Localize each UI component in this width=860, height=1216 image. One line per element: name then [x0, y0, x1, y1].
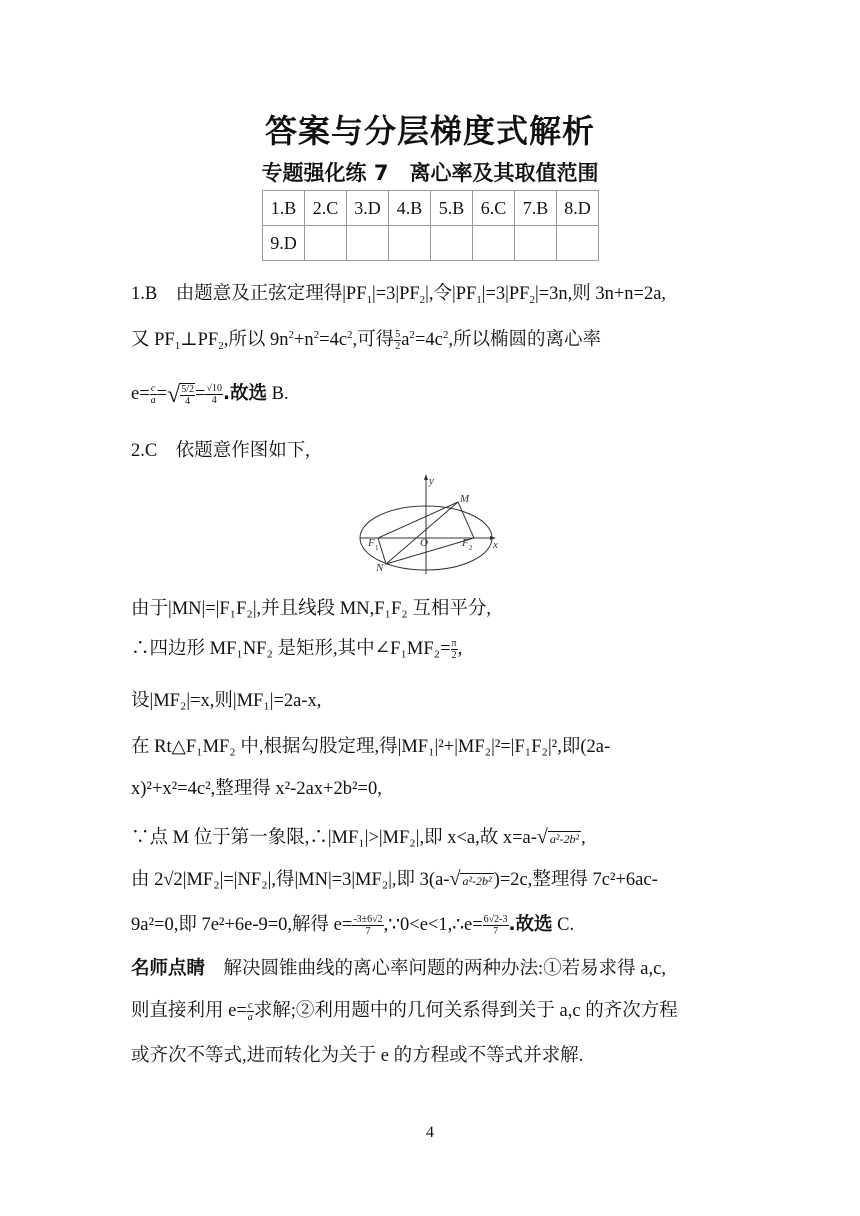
q2-line-4: 在 Rt△F₁MF₂ 中,根据勾股定理,得|MF₁|²+|MF₂|²=|F₁F₂|²,即(2a-	[131, 737, 611, 757]
fraction: $\frac{-3\pm 6√2}{7}$	[353, 914, 383, 938]
ellipse-figure	[356, 470, 506, 578]
text: 又 PF	[131, 330, 175, 350]
text: ∴四边形 MF₁NF₂ 是矩形,其中∠F₁MF₂=	[131, 639, 451, 659]
text: |=3n,则 3n+n=2a,	[534, 284, 667, 304]
answer-cell: 4.B	[389, 191, 431, 226]
tip-label: 名师点睛	[131, 958, 206, 979]
q2-line-2: ∴四边形 MF₁NF₂ 是矩形,其中∠F₁MF₂= $\frac{\pi}{2}$ ,	[131, 638, 463, 662]
x-axis-label: x	[493, 539, 498, 551]
answer-cell	[515, 226, 557, 261]
page-title: 答案与分层梯度式解析	[264, 112, 595, 150]
text: |,令|PF	[425, 284, 477, 304]
text: ,	[581, 828, 586, 848]
answer-cell	[347, 226, 389, 261]
text: ,∵0<e<1,∴e=	[383, 915, 483, 935]
answer-table	[262, 190, 599, 261]
sqrt-expression: a²-2b²	[462, 874, 492, 888]
answer-cell: 7.B	[515, 191, 557, 226]
table-row	[263, 226, 599, 261]
answer-cell	[557, 226, 599, 261]
y-axis-label: y	[429, 475, 434, 487]
q2-intro: 2.C 依题意作图如下,	[131, 441, 310, 461]
answer-cell: 3.D	[347, 191, 389, 226]
text: 则直接利用 e=	[131, 1001, 247, 1021]
answer-cell	[305, 226, 347, 261]
q1-line-2: 又 $PF_1\perp PF_2$,所以 $9n^2+n^2=4c^2$,可得 $\frac{5}{2}$ $a^2=4c^2$,所以椭圆的离心率	[131, 329, 601, 353]
q2-line-5: x)²+x²=4c²,整理得 x²-2ax+2b²=0,	[131, 779, 382, 799]
tip-line-1	[131, 956, 666, 982]
table-row	[263, 191, 599, 226]
origin-label: O	[420, 537, 428, 549]
text: .故选	[508, 914, 553, 935]
text: e=	[131, 384, 150, 404]
text: ,可得	[352, 330, 395, 350]
focus-f1-subscript: 1	[375, 544, 379, 552]
text: )=2c,整理得 7c²+6ac-	[493, 870, 658, 890]
text: 1.B 由题意及正弦定理得|PF	[131, 284, 367, 304]
text: C.	[552, 915, 575, 935]
q2-line-7: 由 2√2|MF₂|=|NF₂|,得|MN|=3|MF₂|,即 3(a-√ a²-2b² )=2c,整理得 7c²+6ac-	[131, 868, 658, 890]
text: ,所以椭圆的离心率	[448, 330, 601, 350]
text: =4c	[414, 330, 443, 350]
text: ,所以 9n	[223, 330, 289, 350]
text: a	[401, 330, 410, 350]
sqrt-expression: a²-2b²	[549, 832, 580, 846]
answer-cell: 8.D	[557, 191, 599, 226]
q2-line-6: ∵点 M 位于第一象限,∴|MF₁|>|MF₂|,即 x<a,故 x=a-√ a²-2b² ,	[131, 826, 586, 848]
focus-f1-label: F	[368, 537, 375, 549]
text: 9a²=0,即 7e²+6e-9=0,解得 e=	[131, 915, 353, 935]
q2-line-3: 设|MF₂|=x,则|MF₁|=2a-x,	[131, 691, 322, 711]
text: B.	[267, 384, 289, 404]
text: =	[195, 384, 206, 404]
point-m-label: M	[460, 493, 470, 505]
fraction: $\frac{5}{2}$	[395, 329, 401, 353]
page-number: 4	[426, 1124, 434, 1141]
text: |=3|PF	[372, 284, 420, 304]
focus-f2-label: F	[462, 537, 469, 549]
q2-line-8	[131, 912, 574, 938]
text: 由 2√2|MF₂|=|NF₂|,得|MN|=3|MF₂|,即 3(a-	[131, 870, 450, 890]
text: ⊥PF	[180, 330, 219, 350]
section-title: 专题强化练 7 离心率及其取值范围	[261, 161, 599, 185]
fraction: $\frac{c}{a}$	[247, 1000, 253, 1024]
q2-line-1: 由于|MN|=|F₁F₂|,并且线段 MN,F₁F₂ 互相平分,	[131, 599, 491, 619]
text: |=3|PF	[481, 284, 530, 304]
tip-line-3: 或齐次不等式,进而转化为关于 e 的方程或不等式并求解.	[131, 1046, 584, 1066]
text: ∵点 M 位于第一象限,∴|MF₁|>|MF₂|,即 x<a,故 x=a-	[131, 828, 537, 848]
text: +n	[293, 330, 314, 350]
fraction: $\frac{5/2}{4}$	[181, 383, 195, 407]
point-n-label: N	[376, 562, 384, 574]
answer-cell: 5.B	[431, 191, 473, 226]
text: =	[156, 384, 168, 404]
answer-cell: 6.C	[473, 191, 515, 226]
text: 求解;②利用题中的几何关系得到关于 a,c 的齐次方程	[253, 1001, 678, 1021]
q1-line-1: 1.B 由题意及正弦定理得$|PF_1|=3|PF_2|$,令$|PF_1|=3|PF_2|=3n$,则 3n+n=2a,	[131, 284, 667, 306]
answer-cell	[473, 226, 515, 261]
fraction: $\frac{6√2-3}{7}$	[483, 914, 508, 938]
fraction: $\frac{\pi}{2}$	[451, 638, 457, 662]
text: 解决圆锥曲线的离心率问题的两种办法:①若易求得 a,c,	[205, 959, 666, 979]
tip-line-2	[131, 998, 678, 1024]
answer-cell: 1.B	[263, 191, 305, 226]
text: .故选	[222, 383, 268, 404]
q1-line-3: e= $\frac{c}{a}$ =√ $\frac{5/2}{4}$ = $\frac{√10}{4}$ .故选 B.	[131, 381, 289, 408]
answer-cell: 2.C	[305, 191, 347, 226]
focus-f2-subscript: 2	[469, 544, 473, 552]
fraction: $\frac{√10}{4}$	[206, 383, 222, 407]
answer-cell	[431, 226, 473, 261]
answer-cell: 9.D	[263, 226, 305, 261]
answer-cell	[389, 226, 431, 261]
fraction: $\frac{c}{a}$	[150, 383, 156, 407]
text: =4c	[319, 330, 348, 350]
